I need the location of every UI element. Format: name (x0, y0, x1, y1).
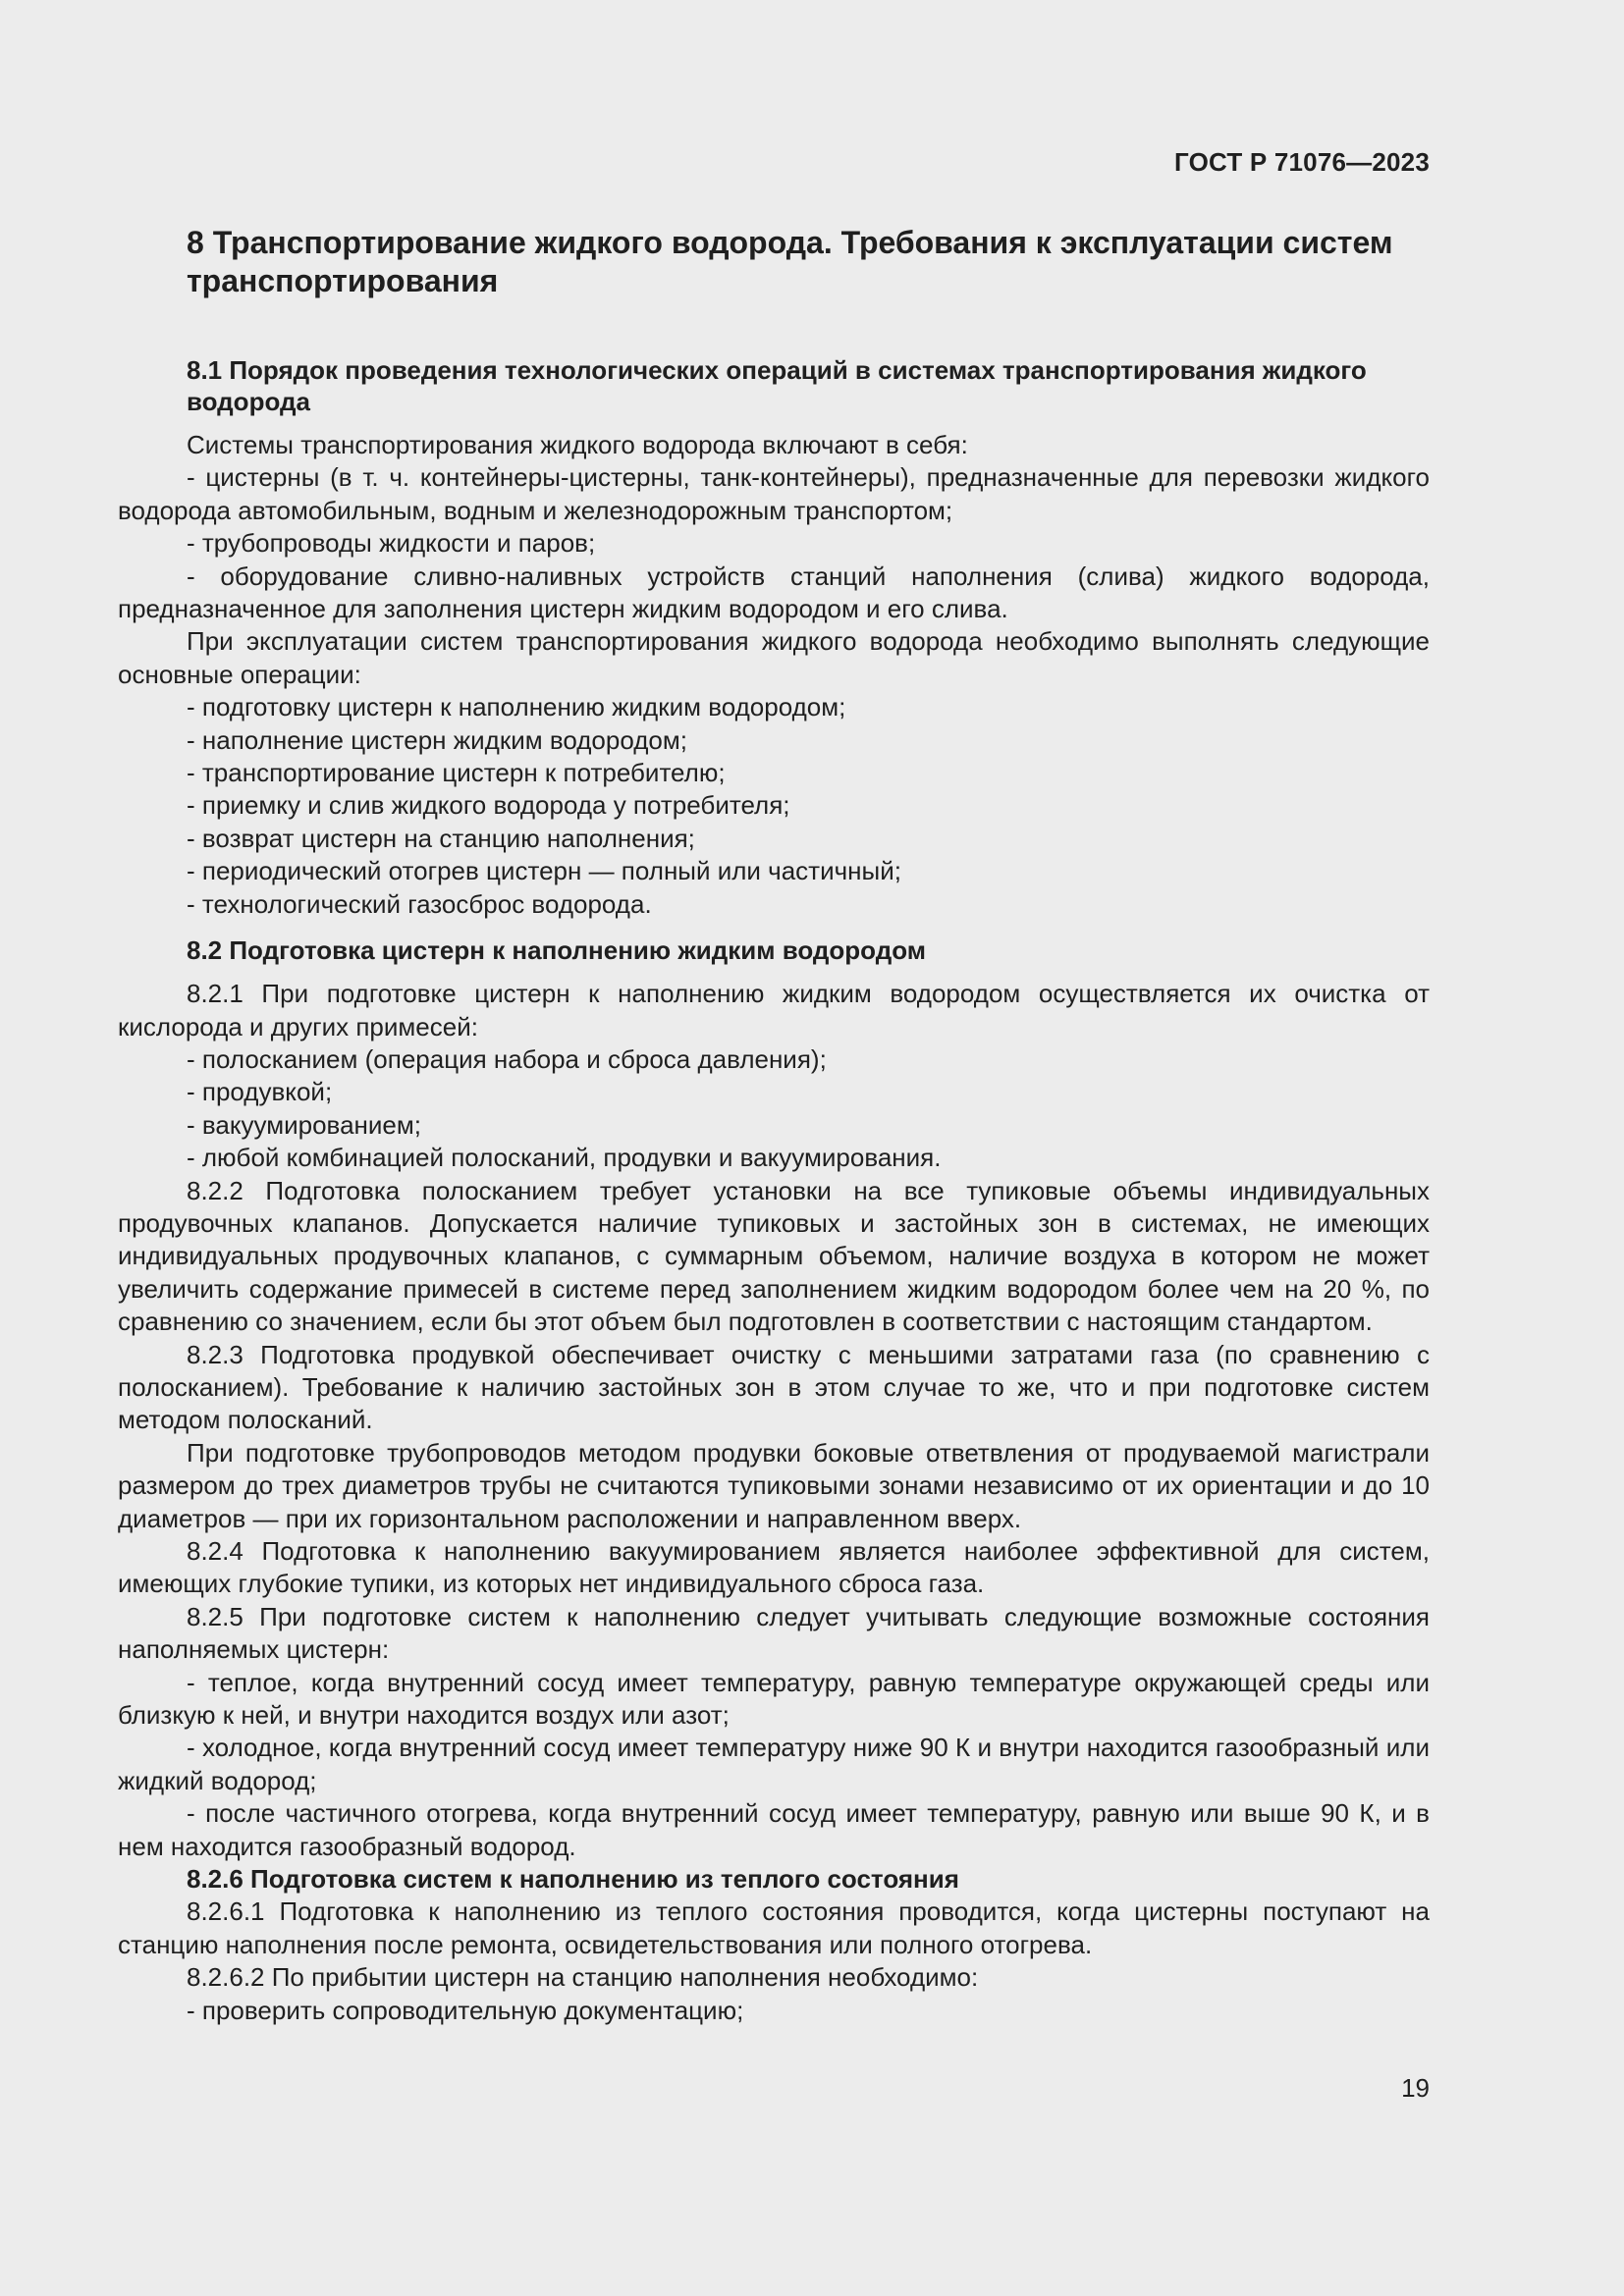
paragraph: 8.2.6.2 По прибытии цистерн на станцию наполнения необходимо: (187, 1962, 979, 1993)
paragraph: 8.2.1 При подготовке цистерн к наполнению жидким водородом осуществляется их очистка от кислорода и других примесей: (118, 979, 1430, 1041)
paragraph: 8.2.4 Подготовка к наполнению вакуумированием является наиболее эффективной для систем, имеющих глубокие тупики, из которых нет индивидуального сброса газа. (118, 1536, 1430, 1599)
paragraph: 8.2.3 Подготовка продувкой обеспечивает очистку с меньшими затратами газа (по сравнению с полосканием). Требование к наличию застойных зон в этом случае то же, что и при подготовке систем методом полосканий. (118, 1339, 1430, 1435)
list-item: - приемку и слив жидкого водорода у потребителя; (187, 790, 790, 821)
list-item: - периодический отогрев цистерн — полный или частичный; (187, 856, 901, 886)
list-item: - проверить сопроводительную документацию; (187, 1995, 744, 2025)
list-item: - любой комбинацией полосканий, продувки и вакуумирования. (187, 1143, 942, 1173)
paragraph: При эксплуатации систем транспортирования жидкого водорода необходимо выполнять следующие основные операции: (118, 626, 1430, 689)
list-item: - холодное, когда внутренний сосуд имеет температуру ниже 90 К и внутри находится газообразный или жидкий водород; (118, 1733, 1430, 1795)
standard-code: ГОСТ Р 71076—2023 (1174, 147, 1430, 177)
list-item: - после частичного отогрева, когда внутренний сосуд имеет температуру, равную или выше 90 К, и в нем находится газообразный водород. (118, 1798, 1430, 1861)
list-item: - трубопроводы жидкости и паров; (187, 528, 596, 559)
paragraph: При подготовке трубопроводов методом продувки боковые ответвления от продуваемой магистрали размером до трех диаметров трубы не считаются тупиковыми зонами независимо от их ориентации и до 10 диаметров — при их горизонтальном расположении и направленном вверх. (118, 1437, 1430, 1533)
list-item: - теплое, когда внутренний сосуд имеет температуру, равную температуре окружающей среды или близкую к ней, и внутри находится воздух или азот; (118, 1667, 1430, 1731)
list-item: - полосканием (операция набора и сброса давления); (187, 1043, 827, 1074)
list-item: - продувкой; (187, 1077, 333, 1107)
list-item: - технологический газосброс водорода. (187, 888, 652, 919)
paragraph: 8.2.2 Подготовка полосканием требует установки на все тупиковые объемы индивидуальных продувочных клапанов. Допускается наличие тупиковых и застойных зон в системах, не имеющих индивидуальных продувочных клапанов, с суммарным объемом, наличие воздуха в котором не может увеличить содержание примесей в системе перед заполнением жидким водородом более чем на 20 %, по сравнению со значением, если бы этот объем был подготовлен в соответствии с настоящим стандартом. (118, 1175, 1430, 1337)
page-content (118, 224, 1430, 2027)
paragraph: 8.2.5 При подготовке систем к наполнению следует учитывать следующие возможные состояния наполняемых цистерн: (118, 1601, 1430, 1665)
list-item: - цистерны (в т. ч. контейнеры-цистерны, танк-контейнеры), предназначенные для перевозки жидкого водорода автомобильным, водным и железнодорожным транспортом; (118, 462, 1430, 525)
section-8-1-body (118, 429, 1430, 921)
section-8-heading: 8 Транспортирование жидкого водорода. Требования к эксплуатации систем транспортирования (187, 225, 1393, 298)
list-item: - возврат цистерн на станцию наполнения; (187, 823, 695, 853)
section-8-1-heading: 8.1 Порядок проведения технологических операций в системах транспортирования жидкого водорода (187, 355, 1367, 416)
paragraph: Системы транспортирования жидкого водорода включают в себя: (187, 430, 968, 459)
list-item: - транспортирование цистерн к потребителю; (187, 758, 726, 788)
section-8-2-body (118, 978, 1430, 1863)
list-item: - оборудование сливно-наливных устройств станций наполнения (слива) жидкого водорода, предназначенное для заполнения цистерн жидким водородом и его слива. (118, 561, 1430, 624)
section-8-2-heading: 8.2 Подготовка цистерн к наполнению жидким водородом (187, 935, 926, 966)
list-item: - наполнение цистерн жидким водородом; (187, 724, 687, 755)
section-8-2-6-body (118, 1896, 1430, 2027)
paragraph: 8.2.6.1 Подготовка к наполнению из теплого состояния проводится, когда цистерны поступают на станцию наполнения после ремонта, освидетельствования или полного отогрева. (118, 1896, 1430, 1959)
section-8-2-6-heading: 8.2.6 Подготовка систем к наполнению из теплого состояния (187, 1864, 959, 1895)
list-item: - подготовку цистерн к наполнению жидким водородом; (187, 692, 846, 722)
list-item: - вакуумированием; (187, 1109, 421, 1140)
page-number: 19 (1401, 2073, 1430, 2103)
